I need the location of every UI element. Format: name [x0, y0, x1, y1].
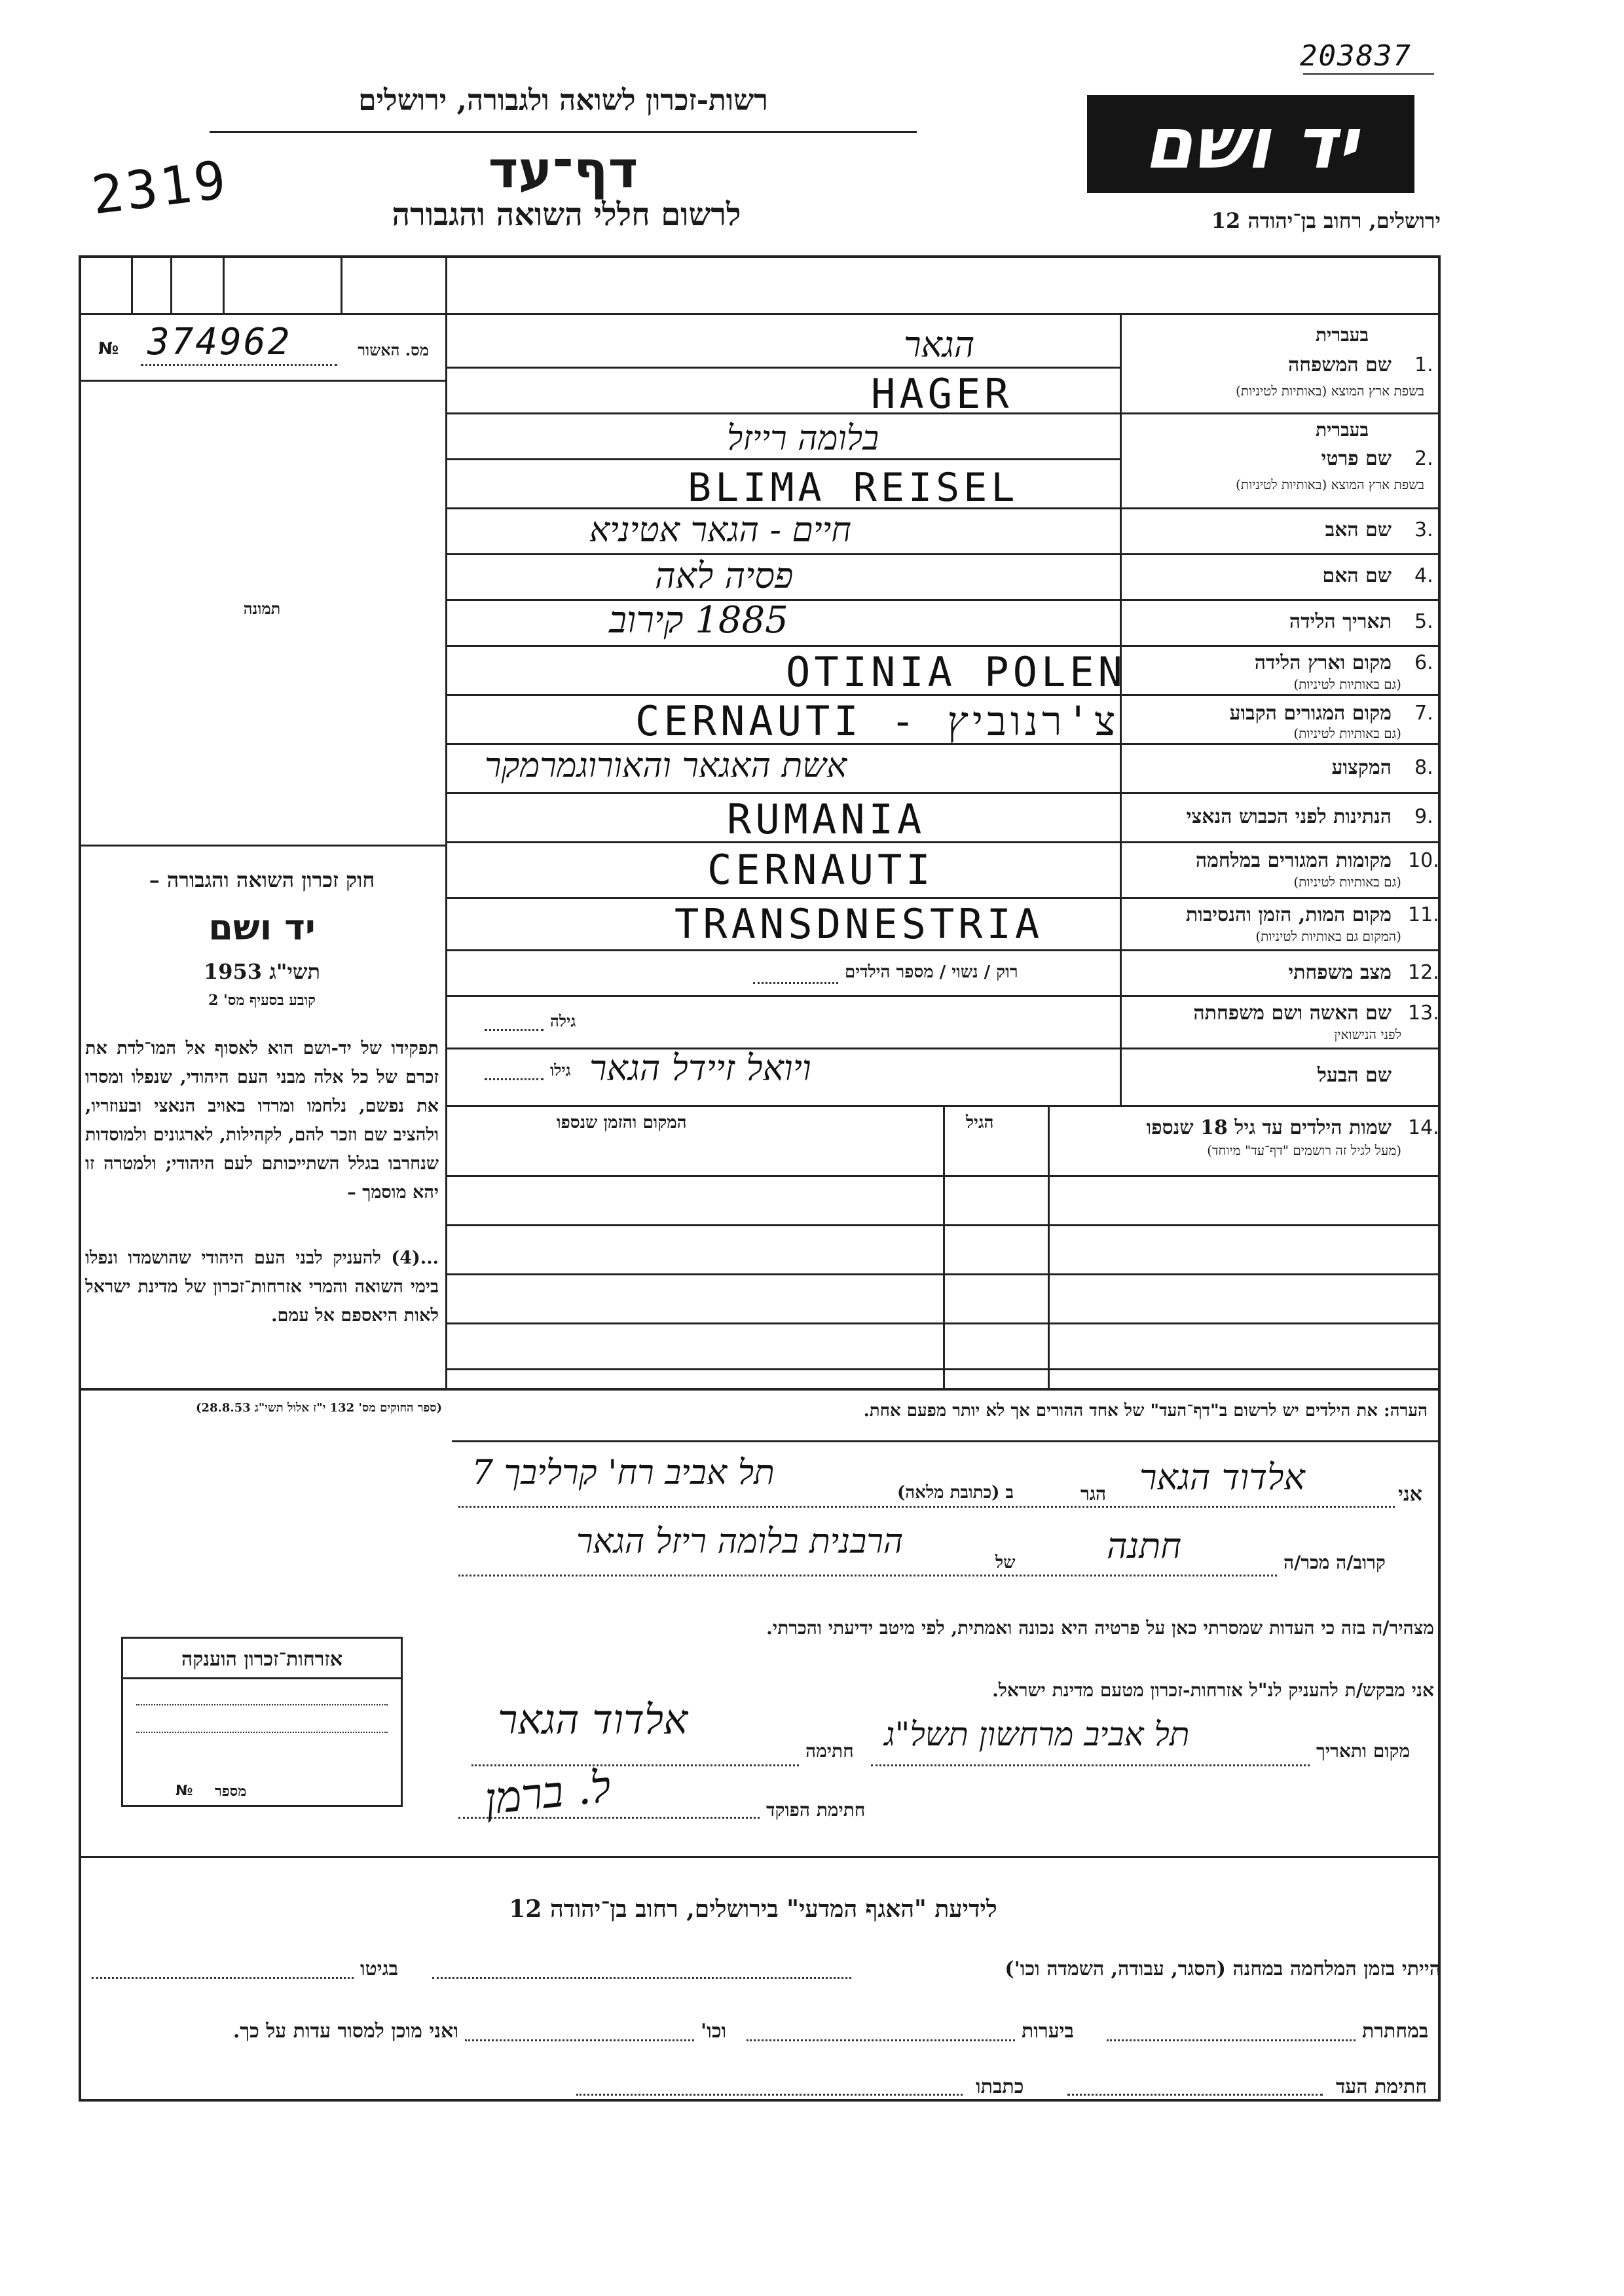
field-1-sublabel: בשפת ארץ המוצא (באותיות לטיניות) [1236, 383, 1424, 399]
place-date-value: תל אביב מרחשון תשל"ג [884, 1715, 1190, 1753]
field-husband-age-dots [485, 1078, 544, 1080]
children-number: 14. [1408, 1116, 1439, 1139]
field-13-age-label: גילה [550, 1011, 576, 1030]
field-2-value-hebrew: בלומה רייזל [727, 419, 879, 458]
declarant-name: אלדוד הגאר [1139, 1457, 1305, 1498]
children-row [445, 1368, 1441, 1370]
form-title: דף־עד [488, 141, 638, 200]
row-sep [445, 792, 1441, 794]
field-11-number: 11. [1408, 903, 1439, 926]
field-1-hebrew-tag: בעברית [1315, 324, 1369, 346]
field-6-sublabel: (גם באותיות לטיניות) [1293, 676, 1401, 692]
law-title: חוק זכרון השואה והגבורה – [149, 867, 375, 892]
relation-value: חתנה [1107, 1525, 1182, 1567]
field-5-value: 1885 קירוב [609, 599, 788, 642]
field-13-number: 13. [1408, 1002, 1439, 1025]
footer-line3-dots2 [576, 2094, 963, 2096]
authority-line: רשות-זכרון לשואה ולגבורה, ירושלים [358, 84, 768, 117]
field-6-label: מקום וארץ הלידה [1254, 651, 1392, 674]
officer-signature: ל. ברמן [482, 1761, 614, 1825]
declarant-address-label: ב (כתובת מלאה) [897, 1483, 1014, 1503]
field-10-sublabel: (גם באותיות לטיניות) [1293, 874, 1401, 890]
children-row [445, 1224, 1441, 1226]
field-9-value: RUMANIA [727, 795, 926, 843]
citizenship-line [136, 1732, 388, 1733]
approval-number: 374962 [147, 321, 292, 363]
left-col-divider [445, 255, 447, 1388]
footer-title: לידיעת "האגף המדעי" בירושלים, רחוב בן־יהודה 12 [509, 1895, 997, 1923]
declaration-text: מצהיר/ה בזה כי העדות שמסרתי כאן על פרטיה היא נכונה ואמתית, לפי מיטב ידיעתי והכרתי. [766, 1617, 1434, 1639]
field-12-options: רוק / נשוי / מספר הילדים [845, 962, 1018, 982]
officer-line [458, 1817, 760, 1819]
row-sep [445, 841, 1441, 843]
field-8-number: 8. [1414, 756, 1433, 779]
field-3-value: חיים - הגאר אטיניא [589, 511, 852, 550]
field-13-sublabel: לפני הנישואין [1334, 1027, 1401, 1042]
approval-line [79, 380, 445, 382]
citizenship-title: אזרחות־זכרון הוענקה [123, 1639, 401, 1679]
footer-line2-dots1 [1107, 2039, 1356, 2041]
footer-underground: במחתרת [1362, 2020, 1429, 2043]
field-7-value: CERNAUTI - צ'רנוביץ [635, 697, 1120, 745]
field-10-value: CERNAUTI [707, 846, 934, 894]
authority-underline [210, 131, 917, 133]
field-3-label: שם האב [1325, 519, 1392, 541]
field-1-value-latin: HAGER [871, 370, 1013, 418]
children-row [445, 1273, 1441, 1275]
field-4-number: 4. [1414, 564, 1433, 587]
signature-label: חתימה [805, 1740, 854, 1762]
field-husband-age-label: גילו [550, 1061, 571, 1080]
photo-label: תמונה [243, 599, 281, 618]
footer-ready: ואני מוכן למסור עדות על כך. [232, 2020, 458, 2043]
of-label: של [995, 1553, 1016, 1573]
field-11-label: מקום המות, הזמן והנסיבות [1185, 903, 1392, 926]
field-2-hebrew-tag: בעברית [1315, 419, 1369, 441]
top-strip-div3 [223, 255, 225, 314]
field-10-label: מקומות המגורים במלחמה [1195, 849, 1392, 872]
law-clause4: ...(4) להעניק לבני העם היהודי שהושמדו ונפלו בימי השואה והמרי אזרחות־זכרון של מדינת ישראל לאות היאספם אל עמם. [85, 1248, 439, 1326]
citizenship-symbol: № [175, 1783, 193, 1799]
field-7-label: מקום המגורים הקבוע [1229, 702, 1392, 725]
field-7-sublabel: (גם באותיות לטיניות) [1293, 725, 1401, 741]
top-strip-div4 [341, 255, 342, 314]
request-text: אני מבקש/ת להעניק לנ"ל אזרחות-זכרון מטעם מדינת ישראל. [992, 1679, 1434, 1701]
footer-top-line [79, 1856, 1441, 1858]
signature-value: אלדוד הגאר [498, 1696, 688, 1743]
law-body: תפקידו של יד-ושם הוא לאסוף אל המו־לדת את זכרם של כל אלה מבני העם היהודי, שנפלו ומסרו את נפשם, נלחמו ומרדו באויב הנאצי ובעוזריו, ולהציב שם וזכר להם, לקהילות, לארגונים ולמוסדות שנחרבו בגלל השתייכותם לעם היהודי; ולמטרה זו יהא מוסמך – [85, 1038, 439, 1203]
footer-line3-dots1 [1067, 2094, 1323, 2096]
footer-address: כתבתו [976, 2075, 1024, 2098]
approval-dots [141, 364, 337, 366]
logo-text: יד ושם [1143, 103, 1357, 185]
relation-label: קרוב/ה מכר/ה [1283, 1552, 1386, 1573]
row-sep [445, 458, 1120, 460]
field-2-sublabel: בשפת ארץ המוצא (באותיות לטיניות) [1236, 477, 1424, 492]
archive-number: 203837 [1300, 39, 1412, 73]
field-4-value: פסיה לאה [655, 555, 794, 596]
field-2-number: 2. [1414, 447, 1433, 470]
field-5-number: 5. [1414, 610, 1433, 633]
children-col-place: המקום והזמן שנספו [557, 1113, 687, 1133]
law-clause: קובע בסעיף מס' 2 [208, 992, 316, 1009]
footer-forests: ביערות [1022, 2020, 1075, 2043]
citizenship-number-label: מספר [215, 1783, 247, 1800]
field-11-value: TRANSDNESTRIA [674, 900, 1044, 948]
children-row [445, 1322, 1441, 1324]
declarant-line-2 [458, 1575, 1277, 1576]
officer-label: חתימת הפוקד [766, 1799, 866, 1821]
yad-vashem-logo [1087, 95, 1414, 193]
row-sep [445, 949, 1441, 951]
note-bottom-line [452, 1440, 1441, 1442]
field-11-sublabel: (המקום גם באותיות לטיניות) [1255, 928, 1401, 944]
row-sep [445, 995, 1441, 997]
footer-line2-dots2 [747, 2039, 1015, 2041]
field-13-label: שם האשה ושם משפחתה [1193, 1002, 1392, 1025]
approval-symbol: № [98, 339, 119, 359]
declarant-line-1 [458, 1506, 1395, 1508]
footer-line1-text: הייתי בזמן המלחמה במחנה (הסגר, עבודה, השמדה וכו') [1005, 1958, 1441, 1980]
children-sublabel: (מעל לגיל זה רושמים "דף־עד" מיוחד) [1207, 1142, 1401, 1158]
label-col-divider [1120, 313, 1122, 1105]
field-3-number: 3. [1414, 519, 1433, 541]
approval-box [79, 313, 445, 380]
note-top-line [79, 1388, 1441, 1391]
place-date-label: מקום ותאריך [1316, 1740, 1411, 1762]
footer-line1-dots2 [92, 1977, 354, 1979]
declarant-i-label: אני [1398, 1483, 1422, 1506]
place-date-line [871, 1764, 1310, 1766]
row-sep [445, 553, 1441, 555]
field-13-age-dots [485, 1029, 544, 1031]
field-6-number: 6. [1414, 651, 1433, 674]
field-12-label: מצב משפחתי [1288, 961, 1392, 984]
row-sep [445, 367, 1120, 369]
field-12-number: 12. [1408, 961, 1439, 984]
children-row [445, 1175, 1441, 1177]
field-1-value-hebrew: הגאר [904, 324, 975, 365]
citizenship-line [136, 1704, 388, 1705]
field-2-label: שם פרטי [1321, 447, 1392, 470]
top-strip-div1 [131, 255, 133, 314]
of-value: הרבנית בלומה ריזל הגאר [576, 1522, 904, 1561]
law-title-yadvashem: יד ושם [208, 907, 316, 948]
declarant-surname-label: הגר [1080, 1483, 1107, 1504]
approval-label: מס. האשור [358, 340, 429, 359]
field-9-label: הנתינות לפני הכבוש הנאצי [1186, 805, 1392, 828]
field-1-label: שם המשפחה [1287, 354, 1392, 376]
citizenship-box [121, 1637, 403, 1807]
field-5-label: תאריך הלידה [1289, 610, 1392, 633]
field-8-value: אשת האגאר והאורוגמרמקר [485, 746, 847, 786]
row-sep [445, 645, 1441, 647]
footer-witness-sign: חתימת העד [1336, 2075, 1428, 2098]
declarant-address: תל אביב רח' קרליבך 7 [471, 1453, 775, 1493]
field-1-number: 1. [1414, 354, 1433, 376]
footer-line2-dots3 [465, 2039, 694, 2041]
field-7-number: 7. [1414, 702, 1433, 725]
children-label: שמות הילדים עד גיל 18 שנספו [1146, 1116, 1392, 1139]
footer-line1-ghetto: בגיטו [360, 1958, 399, 1980]
address: ירושלים, רחוב בן־יהודה 12 [1211, 208, 1441, 233]
law-citation: (ספר החוקים מס' 132 י"ז אלול תשי"ג 28.8.53) [195, 1401, 442, 1415]
children-col-age: הגיל [966, 1113, 994, 1133]
field-6-value: OTINIA POLEN [786, 648, 1126, 696]
field-12-dots [753, 982, 838, 984]
signature-line [471, 1764, 799, 1766]
law-year: תשי"ג 1953 [204, 959, 320, 984]
field-husband-label: שם הבעל [1317, 1064, 1392, 1087]
field-2-value-latin: BLIMA REISEL [688, 465, 1019, 511]
note-text: הערה: את הילדים יש לרשום ב"דף־העד" של אחד ההורים אך לא יותר מפעם אחת. [863, 1401, 1428, 1421]
margin-number: 2319 [88, 149, 232, 227]
field-4-label: שם האם [1322, 564, 1392, 587]
children-div-age-left [943, 1105, 945, 1388]
row-sep [445, 897, 1441, 899]
field-10-number: 10. [1408, 849, 1439, 872]
form-subtitle: לרשום חללי השואה והגבורה [392, 196, 741, 233]
field-8-label: המקצוע [1331, 756, 1392, 779]
field-9-number: 9. [1414, 805, 1433, 828]
children-div-age-right [1048, 1105, 1050, 1388]
archive-number-underline [1303, 73, 1434, 75]
footer-line1-dots [432, 1977, 851, 1979]
row-sep [445, 599, 1441, 601]
field-husband-value: ויואל זיידל הגאר [589, 1048, 811, 1089]
footer-etc: וכו' [701, 2020, 727, 2043]
top-strip-div2 [170, 255, 172, 314]
photo-bottom-line [79, 845, 445, 847]
